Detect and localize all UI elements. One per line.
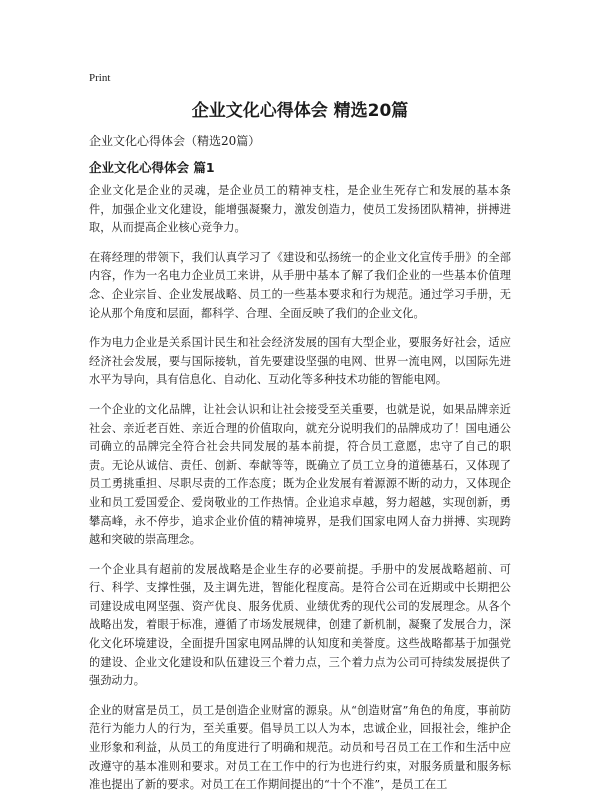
print-link[interactable]: Print xyxy=(89,72,111,84)
body-paragraph: 在蒋经理的带领下，我们认真学习了《建设和弘扬统一的企业文化宣传手册》的全部内容，作为一名电力企业员工来讲，从手册中基本了解了我们企业的一些基本价值理念、企业宗旨、企业发展战略、员工的一些基本要求和行为规范。通过学习手册，无论从那个角度和层面，都科学、合理、全面反映了我们的企业文化。 xyxy=(89,250,511,320)
section-heading: 企业文化心得体会 篇1 xyxy=(89,160,215,175)
document-body xyxy=(89,182,511,806)
document-title: 企业文化心得体会 精选20篇 xyxy=(191,101,409,121)
body-paragraph: 企业的财富是员工，员工是创造企业财富的源泉。从“创造财富”角色的角度，事前防范行为能力人的行为，至关重要。倡导员工以人为本，忠诚企业，回报社会，维护企业形象和利益，从员工的角度进行了明确和规范。动员和号召员工在工作和生活中应改遵守的基本准则和要求。对员工在工作中的行为也进行约束，对服务质量和服务标准也提出了新的要求。对员工在工作期间提出的“十个不准”，是员工在工 xyxy=(89,703,511,792)
body-paragraph: 作为电力企业是关系国计民生和社会经济发展的国有大型企业，要服务好社会，适应经济社会发展，要与国际接轨，首先要建设坚强的电网、世界一流电网，以国际先进水平为导向，具有信息化、自动化、互动化等多种技术功能的智能电网。 xyxy=(89,336,511,387)
body-paragraph: 一个企业具有超前的发展战略是企业生存的必要前提。手册中的发展战略超前、可行、科学、支撑性强，及主调先进，智能化程度高。是符合公司在近期或中长期把公司建设成电网坚强、资产优良、服务优质、业绩优秀的现代公司的发展理念。从各个战略出发，着眼于标准，遵循了市场发展规律，创建了新机制，凝聚了发展合力，深化文化环境建设，全面提升国家电网品牌的认知度和美誉度。这些战略都基于加强党的建设、企业文化建设和队伍建设三个着力点，三个着力点为公司可持续发展提供了强劲动力。 xyxy=(89,562,511,688)
body-paragraph: 一个企业的文化品牌，让社会认识和让社会接受至关重要，也就是说，如果品牌亲近社会、亲近老百姓、亲近合理的价值取向，就充分说明我们的品牌成功了！国电通公司确立的品牌完全符合社会共同发展的基本前提，符合员工意愿，忠守了自己的职责。无论从诚信、责任、创新、奉献等等，既确立了员工立身的道德基石，又体现了员工勇挑重担、尽职尽责的工作态度；既为企业发展有着源源不断的动力，又体现企业和员工爱国爱企、爱岗敬业的工作热情。企业追求卓越，努力超越，实现创新，勇攀高峰，永不停步，追求企业价值的精神境界，是我们国家电网人奋力拼搏、实现跨越和突破的崇高理念。 xyxy=(89,402,511,547)
document-subtitle: 企业文化心得体会（精选20篇） xyxy=(89,134,261,148)
body-paragraph: 企业文化是企业的灵魂，是企业员工的精神支柱，是企业生死存亡和发展的基本条件，加强企业文化建设，能增强凝聚力，激发创造力，使员工发扬团队精神，拼搏进取，从而提高企业核心竞争力。 xyxy=(89,184,511,235)
